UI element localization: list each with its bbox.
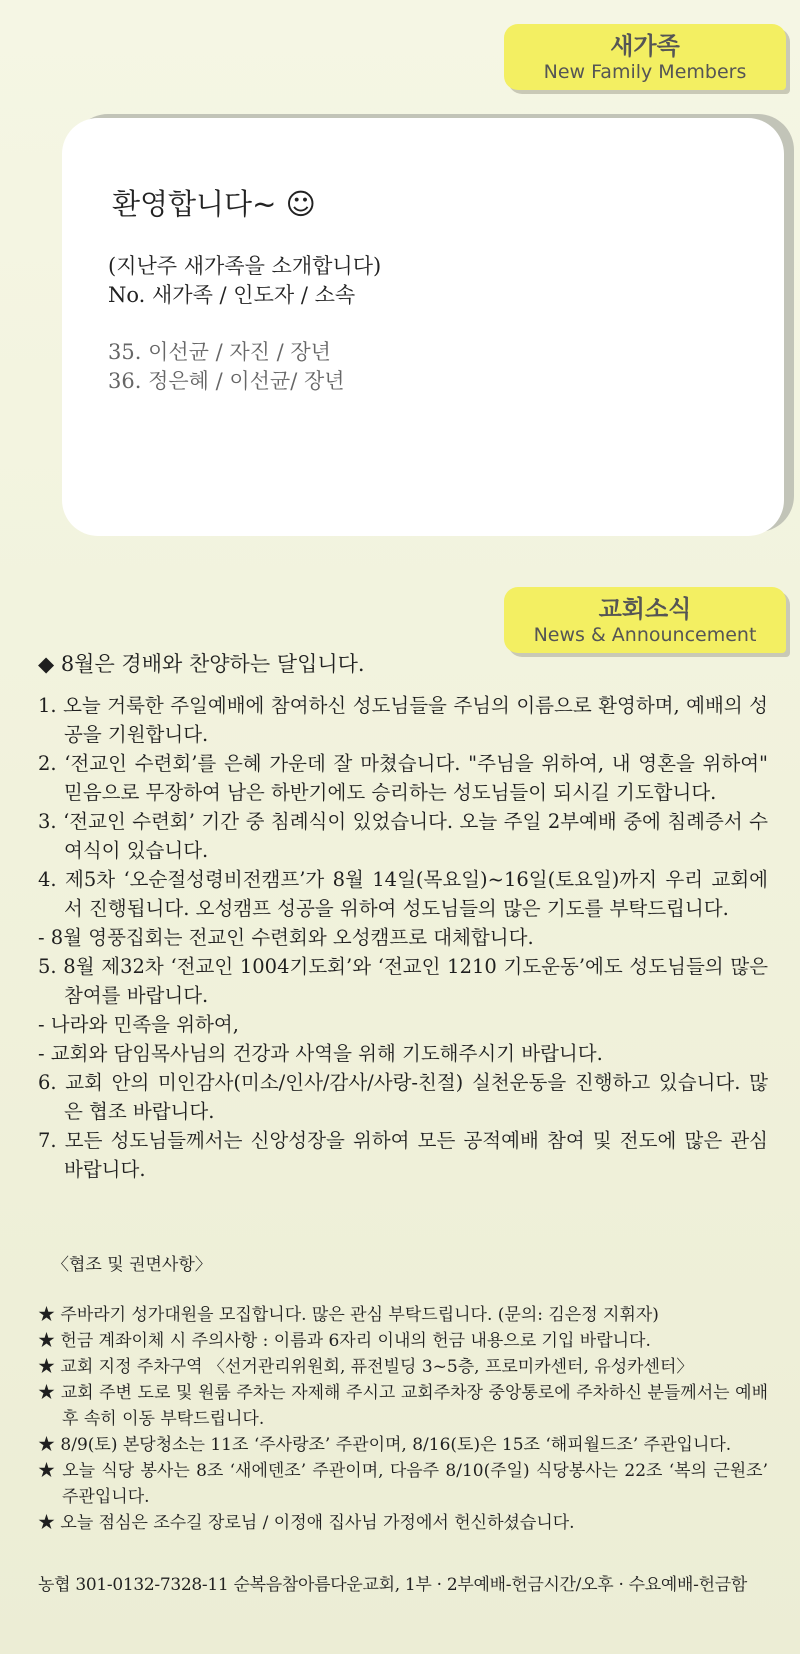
- bank-account-info: 농협 301-0132-7328-11 순복음참아름다운교회, 1부 · 2부예배-헌금시간/오후 · 수요예배-헌금함: [38, 1575, 747, 1595]
- news-item: - 8월 영풍집회는 전교인 수련회와 오성캠프로 대체합니다.: [38, 926, 534, 949]
- news-item: - 교회와 담임목사님의 건강과 사역을 위해 기도해주시기 바랍니다.: [38, 1042, 603, 1065]
- cooperation-item: ★ 오늘 점심은 조수길 장로님 / 이정애 집사님 가정에서 헌신하셨습니다.: [38, 1513, 575, 1533]
- welcome-intro: [108, 252, 381, 310]
- cooperation-item: ★ 주바라기 성가대원을 모집합니다. 많은 관심 부탁드립니다. (문의: 김은정 지휘자): [38, 1305, 659, 1325]
- intro-line: (지난주 새가족을 소개합니다): [108, 254, 382, 278]
- new-family-subtitle: New Family Members: [543, 61, 747, 83]
- cooperation-heading: 〈협조 및 권면사항〉: [52, 1255, 212, 1275]
- cooperation-item: ★ 오늘 식당 봉사는 8조 ‘새에덴조’ 주관이며, 다음주 8/10(주일) 식당봉사는 22조 ‘복의 근원조’ 주관입니다.: [38, 1461, 768, 1507]
- news-subtitle: News & Announcement: [533, 624, 757, 646]
- member-list: [108, 338, 345, 396]
- news-item: 6. 교회 안의 미인감사(미소/인사/감사/사랑-친절) 실천운동을 진행하고 있습니다. 많은 협조 바랍니다.: [38, 1071, 768, 1123]
- news-section: [38, 650, 768, 1184]
- news-item: 7. 모든 성도님들께서는 신앙성장을 위하여 모든 공적예배 참여 및 전도에 많은 관심 바랍니다.: [38, 1129, 768, 1181]
- new-family-tab: [504, 24, 786, 90]
- news-item: 5. 8월 제32차 ‘전교인 1004기도회’와 ‘전교인 1210 기도운동’에도 성도님들의 많은 참여를 바랍니다.: [38, 955, 768, 1007]
- cooperation-item: ★ 교회 주변 도로 및 원룸 주차는 자제해 주시고 교회주차장 중앙통로에 주차하신 분들께서는 예배 후 속히 이동 부탁드립니다.: [38, 1383, 768, 1429]
- new-family-title: 새가족: [610, 32, 680, 60]
- news-headline: ◆ 8월은 경배와 찬양하는 달입니다.: [38, 652, 365, 676]
- member-row: 35. 이선균 / 자진 / 장년: [108, 340, 331, 364]
- header-line: No. 새가족 / 인도자 / 소속: [108, 283, 356, 307]
- cooperation-item: ★ 교회 지정 주차구역 〈선거관리위원회, 퓨전빌딩 3~5층, 프로미카센터, 유성카센터〉: [38, 1357, 694, 1377]
- news-tab: [504, 587, 786, 653]
- member-row: 36. 정은혜 / 이선균/ 장년: [108, 369, 345, 393]
- cooperation-item: ★ 헌금 계좌이체 시 주의사항 : 이름과 6자리 이내의 헌금 내용으로 기입 바랍니다.: [38, 1331, 651, 1351]
- cooperation-item: ★ 8/9(토) 본당청소는 11조 ‘주사랑조’ 주관이며, 8/16(토)은 15조 ‘해피월드조’ 주관입니다.: [38, 1435, 732, 1455]
- news-item: 1. 오늘 거룩한 주일예배에 참여하신 성도님들을 주님의 이름으로 환영하며, 예배의 성공을 기원합니다.: [38, 694, 768, 746]
- news-item: - 나라와 민족을 위하여,: [38, 1013, 239, 1036]
- news-item: 2. ‘전교인 수련회’를 은혜 가운데 잘 마쳤습니다. "주님을 위하여, 내 영혼을 위하여" 믿음으로 무장하여 남은 하반기에도 승리하는 성도님들이 되시길 기도합니다.: [38, 752, 768, 804]
- news-title: 교회소식: [598, 595, 692, 623]
- welcome-title: 환영합니다~ ☺: [112, 187, 316, 221]
- new-family-card: [62, 118, 784, 536]
- news-item: 4. 제5차 ‘오순절성령비전캠프’가 8월 14일(목요일)~16일(토요일)까지 우리 교회에서 진행됩니다. 오성캠프 성공을 위하여 성도님들의 많은 기도를 부탁드립니다.: [38, 868, 768, 920]
- cooperation-list: [38, 1302, 768, 1536]
- news-item: 3. ‘전교인 수련회’ 기간 중 침례식이 있었습니다. 오늘 주일 2부예배 중에 침례증서 수여식이 있습니다.: [38, 810, 768, 862]
